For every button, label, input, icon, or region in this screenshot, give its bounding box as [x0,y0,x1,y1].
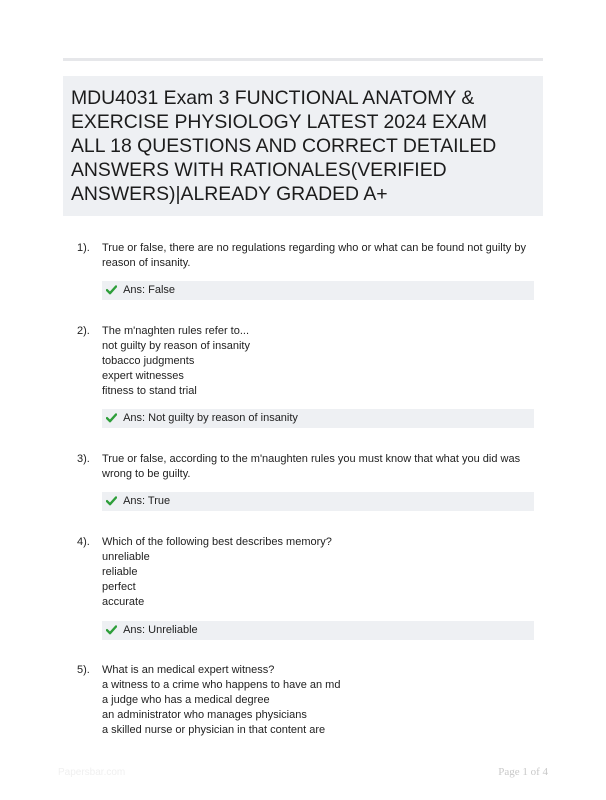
question-number: 5). [77,664,90,676]
answer-text: Ans: True [123,495,171,507]
question-text: True or false, according to the m'naughten rules you must know that what you did was wrong to be guilty. [102,453,521,480]
watermark: Papersbar.com [58,767,126,778]
check-icon [106,281,120,300]
answer-box [102,281,534,300]
question-number: 1). [77,242,90,254]
answer-text: Ans: Unreliable [123,624,198,636]
question-text: The m'naghten rules refer to... not guilty by reason of insanity tobacco judgments expert witnesses fitness to stand trial [102,325,250,397]
question-number: 3). [77,453,90,465]
check-icon [106,621,120,640]
answer-text: Ans: False [123,284,176,296]
document-title: MDU4031 Exam 3 FUNCTIONAL ANATOMY & EXERCISE PHYSIOLOGY LATEST 2024 EXAM ALL 18 QUESTIONS AND CORRECT DETAILED ANSWERS WITH RATIONALES(VERIFIED ANSWERS)|ALREADY GRADED A+ [71,87,497,205]
page-number: Page 1 of 4 [498,766,548,778]
question-number: 2). [77,325,90,337]
answer-box [102,492,534,511]
top-divider [63,58,543,61]
answer-box [102,409,534,428]
question-text: True or false, there are no regulations regarding who or what can be found not guilty by reason of insanity. [102,242,526,269]
title-panel [63,76,543,216]
answer-text: Ans: Not guilty by reason of insanity [123,412,298,424]
question-text: Which of the following best describes memory? unreliable reliable perfect accurate [102,536,332,608]
check-icon [106,409,120,428]
check-icon [106,492,120,511]
question-number: 4). [77,536,90,548]
answer-box [102,621,534,640]
question-text: What is an medical expert witness? a witness to a crime who happens to have an md a judge who has a medical degree an administrator who manages physicians a skilled nurse or physician in that content are [102,664,341,736]
